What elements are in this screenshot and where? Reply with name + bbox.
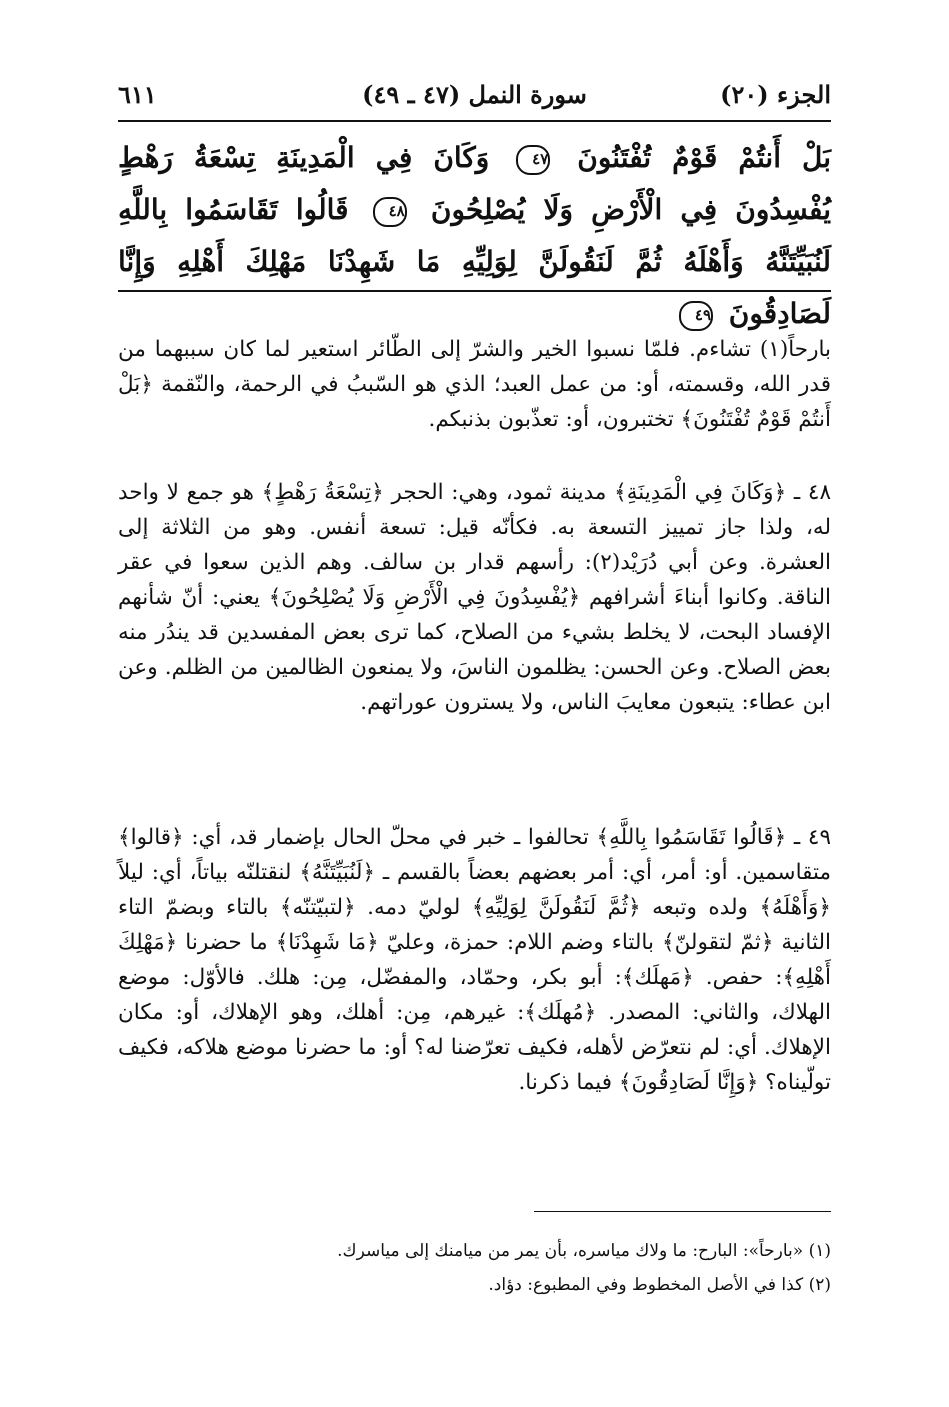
footnote: (٢) كذا في الأصل المخطوط وفي المطبوع: دؤاد. — [488, 1275, 831, 1295]
ayah-number-marker: ٤٩ — [679, 301, 713, 331]
page-number: ٦١١ — [118, 80, 157, 109]
quran-verses — [118, 132, 832, 330]
footnote-separator — [534, 1211, 831, 1212]
ayah-number-marker: ٤٨ — [373, 197, 407, 227]
footnote: (١) «بارحاً»: البارح: ما ولاك مياسره، بأن يمر من ميامنك إلى مياسرك. — [337, 1241, 831, 1261]
footnotes — [118, 1234, 831, 1302]
running-header — [118, 76, 831, 122]
verse-text: بَلْ أَنتُمْ قَوْمٌ تُفْتَنُونَ — [577, 141, 832, 174]
juz-label: الجزء (٢٠) — [720, 80, 831, 109]
surah-title: سورة النمل (٤٧ ـ ٤٩) — [362, 80, 587, 109]
verse-text: وَكَانَ فِي الْمَدِينَةِ تِسْعَةُ رَهْطٍ يُفْسِدُونَ فِي الْأَرْضِ وَلَا يُصْلِحُونَ — [118, 141, 832, 226]
commentary-paragraph: بارحاً(١) تشاءم. فلمّا نسبوا الخير والشرّ إلى الطّائر استعير لما كان سببهما من قدر الله، وقسمته، أو: من عمل العبد؛ الذي هو السّببُ في الرحمة، والنّقمة ﴿بَلْ أَنتُمْ قَوْمٌ تُفْتَنُونَ﴾ تختبرون، أو: تعذّبون بذنبكم. — [118, 337, 831, 432]
verse-text: قَالُوا تَقَاسَمُوا بِاللَّهِ لَنُبَيِّتَنَّهُ وَأَهْلَهُ ثُمَّ لَنَقُولَنَّ لِوَلِيِّهِ مَا شَهِدْنَا مَهْلِكَ أَهْلِهِ وَإِنَّا لَصَادِقُونَ — [118, 193, 831, 330]
commentary-paragraph: ٤٨ ـ ﴿وَكَانَ فِي الْمَدِينَةِ﴾ مدينة ثمود، وهي: الحجر ﴿تِسْعَةُ رَهْطٍ﴾ هو جمع لا واحد له، ولذا جاز تمييز التسعة به. فكأنّه قيل: تسعة أنفس. وهو من الثلاثة إلى العشرة. وعن أبي دُرَيْد(٢): رأسهم قدار بن سالف. وهم الذين سعوا في عقر الناقة. وكانوا أبناءَ أشرافهم ﴿يُفْسِدُونَ فِي الْأَرْضِ وَلَا يُصْلِحُونَ﴾ يعني: أنّ شأنهم الإفساد البحت، لا يخلط بشيء من الصلاح، كما ترى بعض المفسدين قد يندُر منه بعض الصلاح. وعن الحسن: يظلمون الناسَ، ولا يمنعون الظالمين من الظلم. وعن ابن عطاء: يتبعون معايبَ الناس، ولا يسترون عوراتهم. — [118, 480, 831, 715]
ayah-number-marker: ٤٧ — [516, 145, 550, 175]
commentary-paragraph: ٤٩ ـ ﴿قَالُوا تَقَاسَمُوا بِاللَّهِ﴾ تحالفوا ـ خبر في محلّ الحال بإضمار قد، أي: ﴿قالوا﴾ متقاسمين. أو: أمر، أي: أمر بعضهم بعضاً بالقسم ـ ﴿لَنُبَيِّتَنَّهُ﴾ لنقتلنّه بياتاً، أي: ليلاً ﴿وَأَهْلَهُ﴾ ولده وتبعه ﴿ثُمَّ لَنَقُولَنَّ لِوَلِيِّهِ﴾ لوليّ دمه. ﴿لتبيّتنّه﴾ بالتاء وبضمّ التاء الثانية ﴿ثمّ لتقولنّ﴾ بالتاء وضم اللام: حمزة، وعليّ ﴿مَا شَهِدْنَا﴾ ما حضرنا ﴿مَهْلِكَ أَهْلِهِ﴾: حفص. ﴿مَهلَك﴾: أبو بكر، وحمّاد، والمفضّل، مِن: هلك. فالأوّل: موضع الهلاك، والثاني: المصدر. ﴿مُهلَك﴾: غيرهم، مِن: أهلك، وهو الإهلاك، أو: مكان الإهلاك. أي: لم نتعرّض لأهله، فكيف تعرّضنا له؟ أو: ما حضرنا موضع هلاكه، فكيف تولّيناه؟ ﴿وَإِنَّا لَصَادِقُونَ﴾ فيما ذكرنا. — [118, 825, 831, 1095]
